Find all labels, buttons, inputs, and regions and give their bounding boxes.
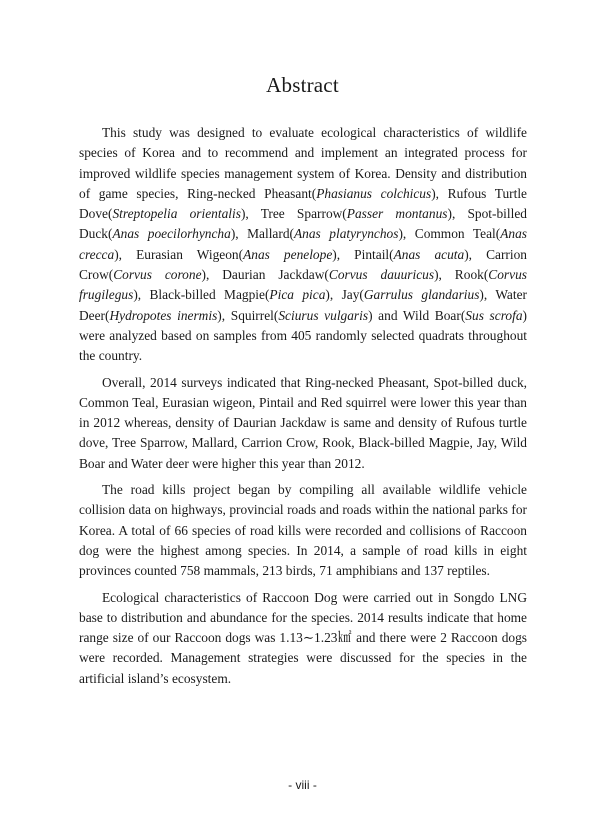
species-name: Sus scrofa [465,307,523,323]
paragraph-text: Overall, 2014 surveys indicated that Ring-necked Pheasant, Spot-billed duck, Common Teal, Eurasian wigeon, Pintail and Red squirrel were lower this year than in 2012 whereas, density of Daurian Jackdaw is same and density of Rufous turtle dove, Tree Sparrow, Mallard, Carrion Crow, Rook, Black-billed Magpie, Jay, Wild Boar and Water deer were higher this year than 2012. [79,374,527,471]
paragraph-text: ), Jay( [325,287,364,303]
species-name: Streptopelia orientalis [112,206,241,222]
paragraph-text: ) and Wild Boar( [368,307,466,323]
paragraph-text: ), Spot-billed Duck( [79,206,527,242]
species-name: Corvus frugilegus [79,267,527,303]
paragraph-text: ), Common Teal( [398,226,501,242]
paragraph-text: ), Rufous Turtle Dove( [79,185,527,222]
paragraph-text: ), Pintail( [332,246,394,262]
paragraph-text: This study was designed to evaluate ecological characteristics of wildlife species of Korea and to recommend and implement an integrated process for improved wildlife species management system of Korea. Density and distribution of game species, Ring-necked Pheasant( [79,125,527,201]
species-name: Corvus corone [113,267,202,283]
species-name: Anas poecilorhyncha [112,226,231,242]
paragraph-text: ) were analyzed based on samples from 405 randomly selected quadrats throughout the country. [79,307,527,364]
paragraph-text: The road kills project began by compiling all available wildlife vehicle collision data on highways, provincial roads and roads within the national parks for Korea. A total of 66 species of road kills were recorded and collisions of Raccoon dog were the highest among species. In 2014, a sample of road kills in eight provinces counted 758 mammals, 213 birds, 71 amphibians and 137 reptiles. [79,482,527,579]
page-number: - viii - [288,778,317,792]
species-name: Anas acuta [393,246,465,262]
paragraph-text: ), Carrion Crow( [79,246,527,283]
abstract-paragraph [79,123,527,367]
species-name: Corvus dauuricus [328,267,435,283]
paragraph-text: ), Tree Sparrow( [240,206,347,222]
species-name: Passer montanus [346,206,448,222]
page-title: Abstract [266,73,339,97]
species-name: Hydropotes inermis [109,307,218,323]
abstract-body [79,123,527,695]
species-name: Anas crecca [79,226,527,262]
abstract-paragraph [79,480,527,581]
species-name: Sciurus vulgaris [278,307,369,323]
species-name: Anas platyrynchos [293,226,399,242]
species-name: Pica pica [269,287,326,303]
paragraph-text: ), Rook( [434,267,489,283]
paragraph-text: ), Black-billed Magpie( [133,287,270,303]
species-name: Garrulus glandarius [363,287,480,303]
species-name: Phasianus colchicus [316,185,432,201]
species-name: Anas penelope [243,246,333,262]
paragraph-text: Ecological characteristics of Raccoon Dog were carried out in Songdo LNG base to distribution and abundance for the species. 2014 results indicate that home range size of our Raccoon dogs was 1.13∼1.23㎢ and there were 2 Raccoon dogs were recorded. Management strategies were discussed for the species in the artificial island’s ecosystem. [79,589,527,686]
abstract-paragraph [79,588,527,689]
abstract-paragraph [79,373,527,474]
paragraph-text: ), Daurian Jackdaw( [201,267,329,283]
paragraph-text: ), Water Deer( [79,287,527,323]
paragraph-text: ), Squirrel( [217,307,279,323]
paragraph-text: ), Eurasian Wigeon( [114,246,244,262]
paragraph-text: ), Mallard( [230,226,294,242]
